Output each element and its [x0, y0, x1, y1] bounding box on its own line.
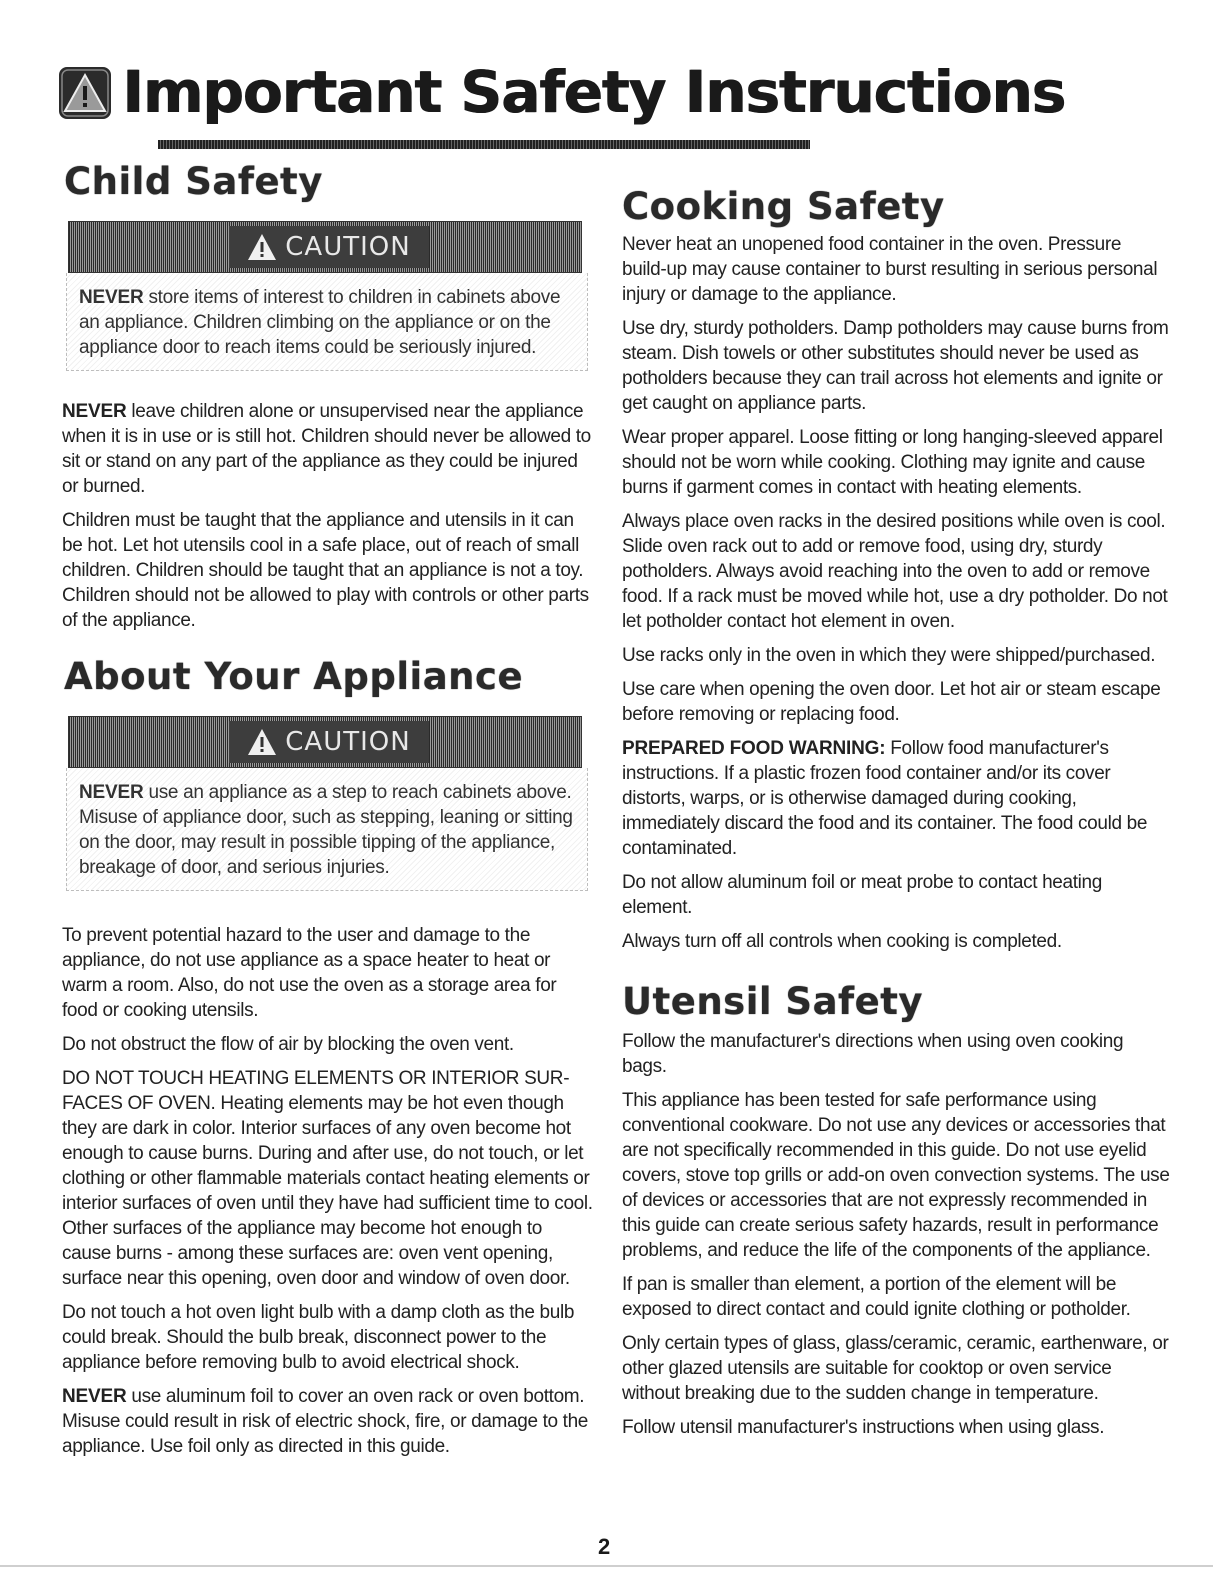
paragraph [62, 508, 594, 633]
paragraph [62, 1300, 594, 1375]
paragraph-text: Do not allow aluminum foil or meat probe to contact heating element. [622, 872, 1102, 918]
paragraph [62, 1032, 594, 1057]
paragraph [622, 509, 1170, 634]
paragraph-text: Use care when opening the oven door. Let hot air or steam escape before removing or replacing food. [622, 679, 1161, 725]
caution-banner [68, 221, 582, 273]
paragraph [622, 1088, 1170, 1263]
cooking-safety-heading: Cooking Safety [622, 185, 945, 228]
caution-label-box [229, 721, 429, 763]
paragraph-text: Do not obstruct the flow of air by blocking the oven vent. [62, 1034, 514, 1055]
child-safety-caution [66, 221, 588, 371]
paragraph-text: Use dry, sturdy potholders. Damp potholders may cause burns from steam. Dish towels or other substitutes should never be used as potholders because they can trail across hot elements and ignite or get caught on appliance parts. [622, 318, 1169, 414]
never-emphasis: NEVER [79, 287, 144, 308]
page-number: 2 [598, 1534, 611, 1559]
caution-paragraph [79, 285, 581, 360]
paragraph-text: Follow food manufacturer's instructions. If a plastic frozen food container and/or its cover distorts, warps, or is otherwise damaged during cooking, immediately discard the food and its container. The food could be contaminated. [622, 738, 1148, 859]
paragraph-text: Follow the manufacturer's directions when using oven cooking bags. [622, 1031, 1124, 1077]
paragraph-text: Never heat an unopened food container in the oven. Pressure build-up may cause container to burst resulting in serious personal injury or damage to the appliance. [622, 234, 1158, 305]
paragraph [622, 736, 1170, 861]
paragraph-text: DO NOT TOUCH HEATING ELEMENTS OR INTERIOR SURFACES OF OVEN. Heating elements may be hot even though they are dark in color. Interior surfaces of any oven become hot enough to cause burns. During and after use, do not touch, or let clothing or other flammable materials contact heating elements or interior surfaces of oven until they have had sufficient time to cool. Other surfaces of the appliance may become hot enough to cause burns - among these surfaces are: oven vent opening, surface near this opening, oven door and window of oven door. [62, 1068, 593, 1289]
paragraph-text: This appliance has been tested for safe performance using conventional cookware. Do not use any devices or accessories that are not specifically recommended in this guide. Do not use eyelid covers, stove top grills or add-on oven convection systems. The use of devices or accessories that are not expressly recommended in this guide can create serious safety hazards, result in performance problems, and reduce the life of the components of the appliance. [622, 1090, 1170, 1261]
paragraph-text: Children must be taught that the appliance and utensils in it can be hot. Let hot utensils cool in a safe place, out of reach of small children. Children should be taught that an appliance is not a toy. Children should not be allowed to play with controls or other parts of the appliance. [62, 510, 589, 631]
caution-paragraph [79, 780, 581, 880]
paragraph-text: Use racks only in the oven in which they were shipped/purchased. [622, 645, 1156, 666]
caution-triangle-icon [247, 233, 277, 261]
utensil-safety-section [622, 980, 1170, 1440]
paragraph [622, 643, 1170, 668]
paragraph [622, 929, 1170, 954]
caution-body [66, 273, 588, 371]
paragraph-text: If pan is smaller than element, a portion of the element will be exposed to direct contact and could ignite clothing or potholder. [622, 1274, 1131, 1320]
page-title: Important Safety Instructions [122, 58, 1065, 126]
paragraph [622, 316, 1170, 416]
utensil-safety-heading: Utensil Safety [622, 980, 924, 1023]
paragraph [62, 923, 594, 1023]
warning-triangle-icon [58, 66, 112, 120]
paragraph-text: Wear proper apparel. Loose fitting or long hanging-sleeved apparel should not be worn while cooking. Clothing may ignite and cause burns if garment comes in contact with heating elements. [622, 427, 1163, 498]
paragraph [622, 870, 1170, 920]
paragraph [622, 232, 1170, 307]
about-appliance-caution [66, 716, 588, 891]
paragraph [62, 1384, 594, 1459]
title-underline [158, 140, 810, 149]
page-header [40, 58, 1065, 158]
paragraph [622, 1029, 1170, 1079]
paragraph-text: Only certain types of glass, glass/ceramic, ceramic, earthenware, or other glazed utensils are suitable for cooktop or oven service without breaking due to the sudden change in temperature. [622, 1333, 1169, 1404]
paragraph [622, 677, 1170, 727]
paragraph [622, 1331, 1170, 1406]
caution-paragraph-text: use an appliance as a step to reach cabinets above. Misuse of appliance door, such as stepping, leaning or sitting on the door, may result in possible tipping of the appliance, breakage of door, and serious injuries. [79, 782, 573, 878]
child-safety-section [62, 160, 594, 633]
paragraph-text: Follow utensil manufacturer's instructions when using glass. [622, 1417, 1105, 1438]
paragraph-text: Always turn off all controls when cooking is completed. [622, 931, 1062, 952]
paragraph-text: use aluminum foil to cover an oven rack or oven bottom. Misuse could result in risk of electric shock, fire, or damage to the appliance. Use foil only as directed in this guide. [62, 1386, 589, 1457]
paragraph [62, 1066, 594, 1291]
right-column [622, 185, 1170, 1449]
paragraph [62, 399, 594, 499]
never-emphasis: NEVER [62, 1386, 127, 1407]
caution-banner [68, 716, 582, 768]
about-appliance-heading: About Your Appliance [64, 655, 524, 698]
paragraph [622, 1415, 1170, 1440]
footer-rule [0, 1565, 1213, 1567]
caution-body [66, 768, 588, 891]
caution-text: CAUTION [285, 727, 411, 757]
never-emphasis: NEVER [62, 401, 127, 422]
caution-text: CAUTION [285, 232, 411, 262]
paragraph-text: leave children alone or unsupervised near the appliance when it is in use or is still hot. Children should never be allowed to sit or stand on any part of the appliance as they could be injured or burned. [62, 401, 591, 497]
paragraph-text: To prevent potential hazard to the user and damage to the appliance, do not use appliance as a space heater to heat or warm a room. Also, do not use the oven as a storage area for food or cooking utensils. [62, 925, 557, 1021]
paragraph [622, 425, 1170, 500]
paragraph-text: Do not touch a hot oven light bulb with a damp cloth as the bulb could break. Should the bulb break, disconnect power to the appliance before removing bulb to avoid electrical shock. [62, 1302, 575, 1373]
caution-label-box [229, 226, 429, 268]
paragraph-text: Always place oven racks in the desired positions while oven is cool. Slide oven rack out to add or remove food, using dry, sturdy potholders. Always avoid reaching into the oven to add or remove food. If a rack must be moved while hot, use a dry potholder. Do not let potholder contact hot element in oven. [622, 511, 1168, 632]
caution-paragraph-text: store items of interest to children in cabinets above an appliance. Children climbing on the appliance or on the appliance door to reach items could be seriously injured. [79, 287, 561, 358]
left-column [62, 160, 594, 1468]
warning-emphasis: PREPARED FOOD WARNING: [622, 738, 886, 759]
child-safety-heading: Child Safety [64, 160, 323, 203]
caution-triangle-icon [247, 728, 277, 756]
paragraph [622, 1272, 1170, 1322]
about-appliance-section [62, 655, 594, 1459]
never-emphasis: NEVER [79, 782, 144, 803]
cooking-safety-section [622, 185, 1170, 954]
